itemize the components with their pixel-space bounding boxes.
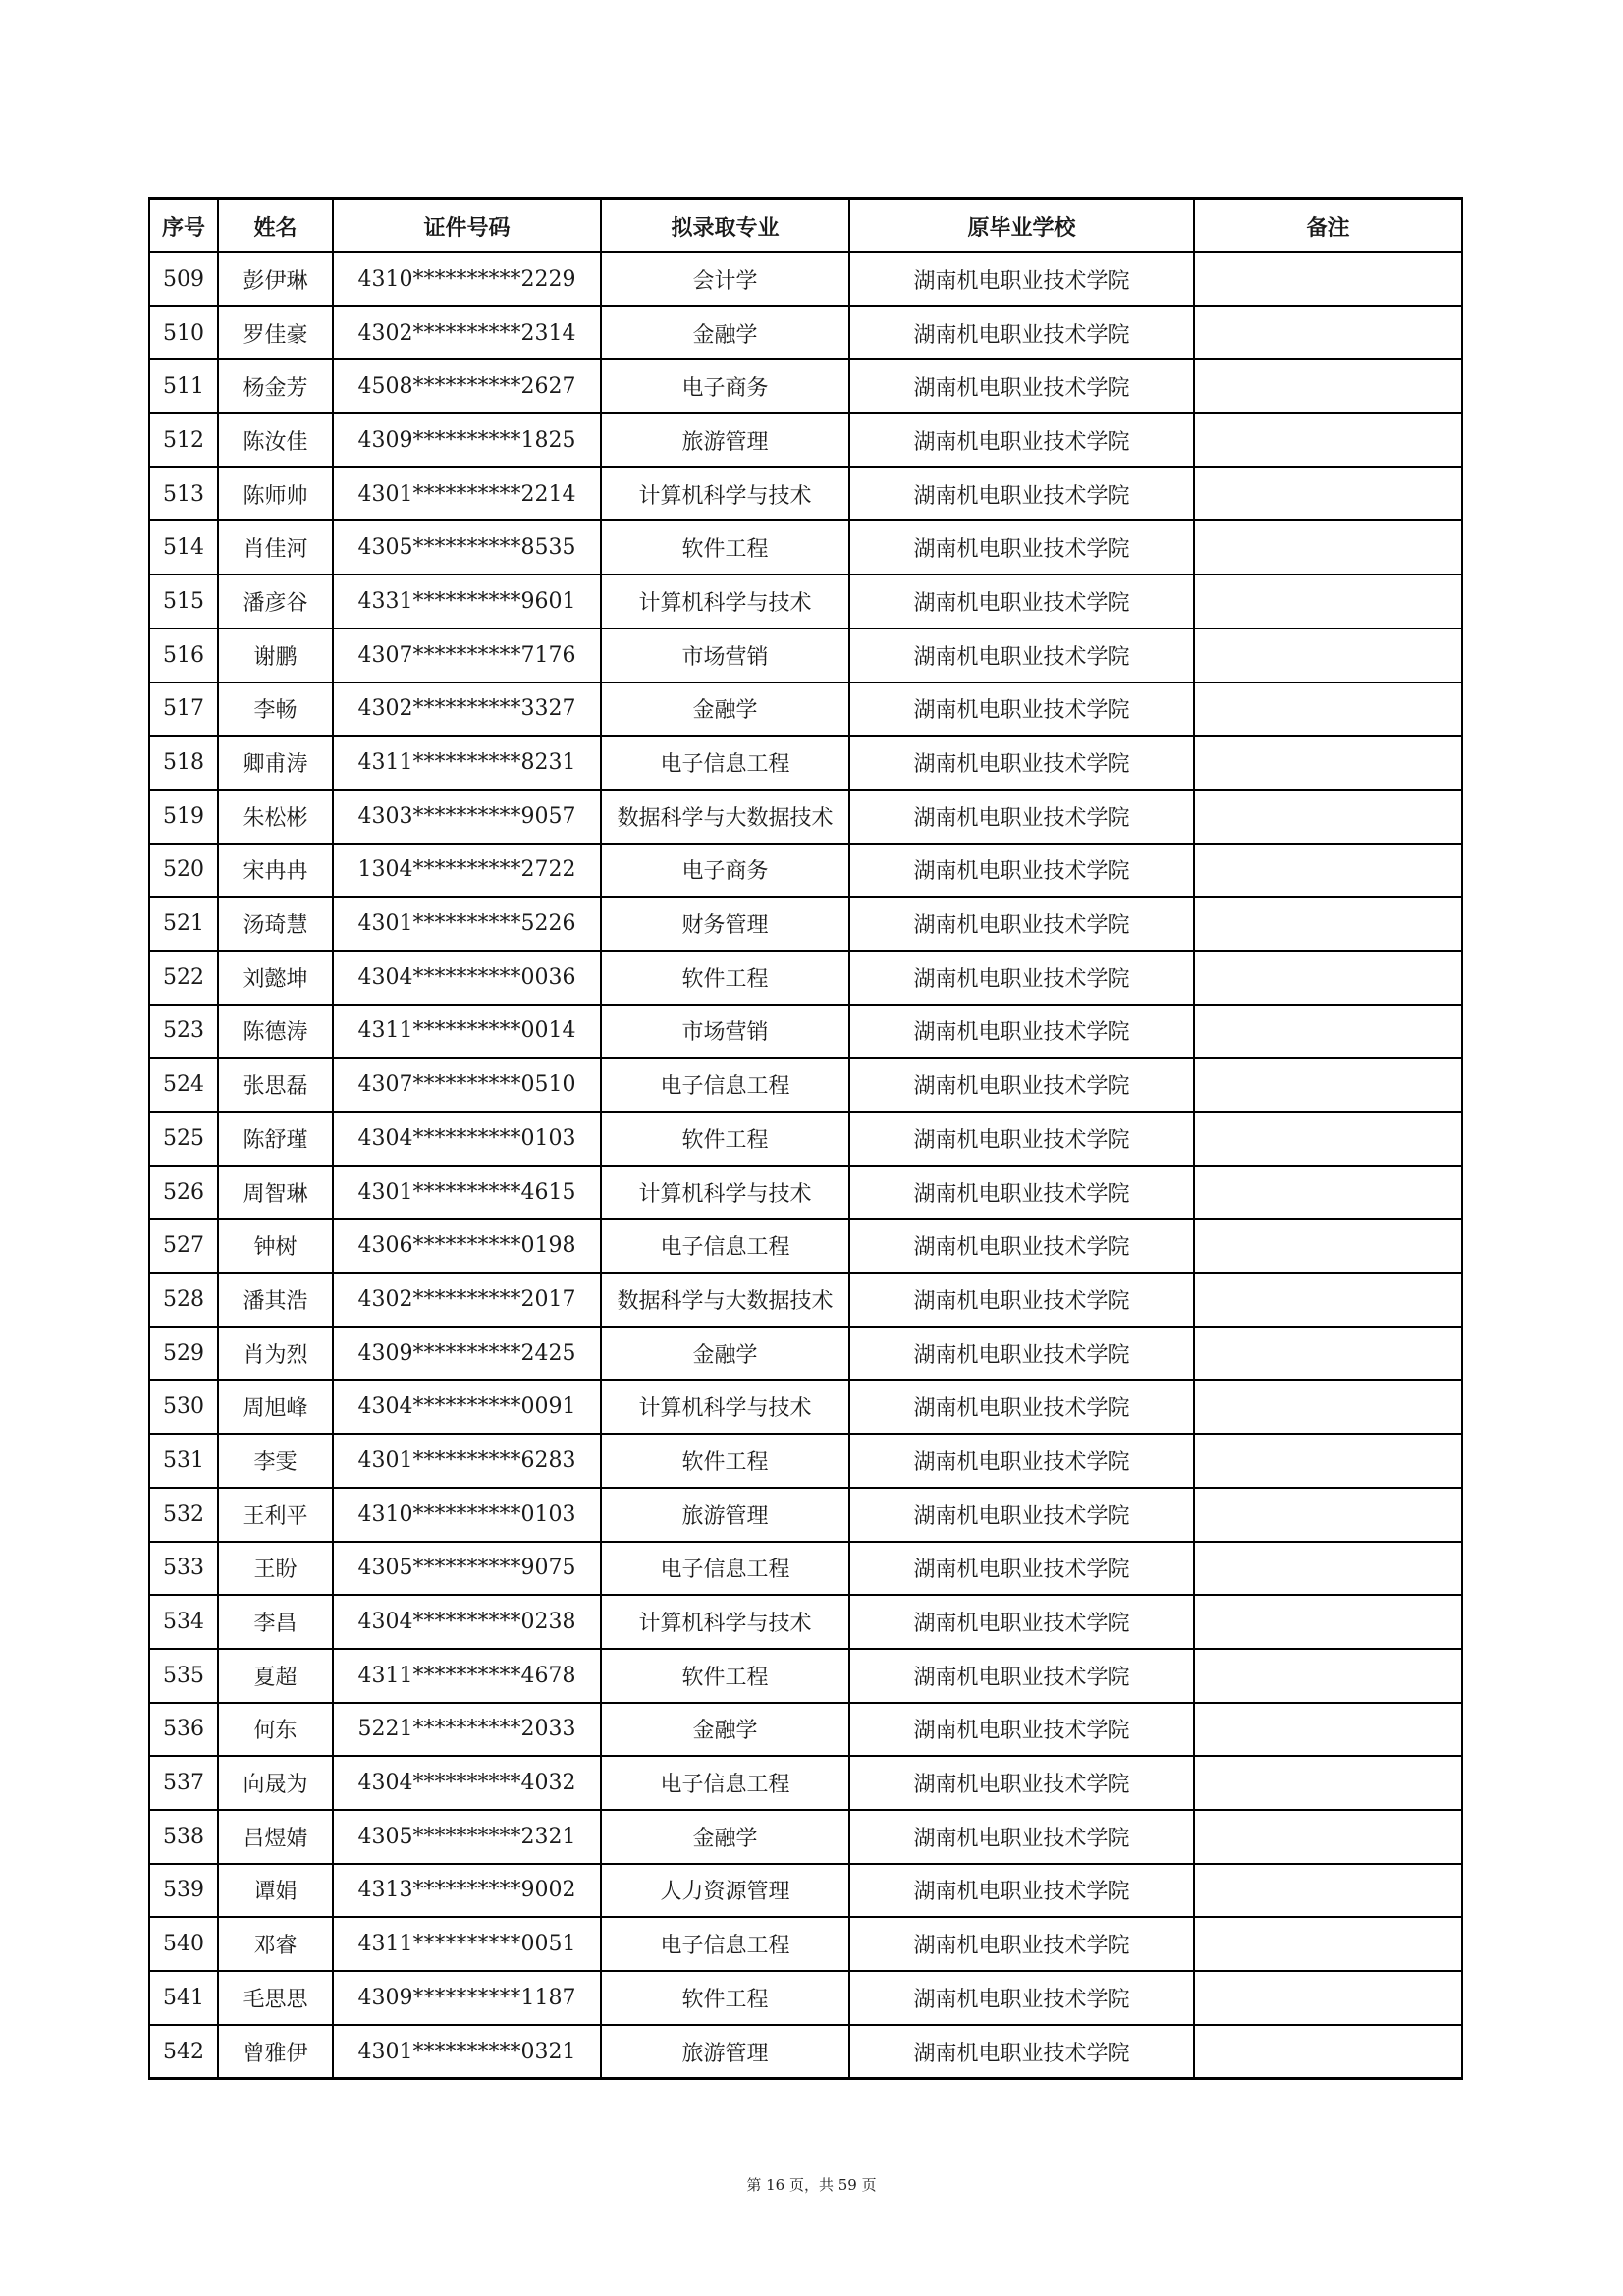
cell-major: 财务管理 — [601, 897, 849, 951]
cell-name: 陈汝佳 — [218, 413, 333, 467]
cell-serial-no: 527 — [149, 1219, 218, 1273]
cell-remarks — [1194, 1112, 1462, 1166]
cell-name: 张思磊 — [218, 1058, 333, 1112]
cell-remarks — [1194, 1488, 1462, 1542]
cell-name: 卿甫涛 — [218, 736, 333, 790]
cell-major: 电子信息工程 — [601, 1917, 849, 1971]
cell-name: 朱松彬 — [218, 790, 333, 844]
cell-id-number: 4305**********8535 — [333, 520, 601, 574]
cell-id-number: 4301**********5226 — [333, 897, 601, 951]
cell-serial-no: 513 — [149, 467, 218, 521]
cell-school: 湖南机电职业技术学院 — [849, 574, 1194, 629]
cell-serial-no: 516 — [149, 629, 218, 683]
cell-school: 湖南机电职业技术学院 — [849, 1112, 1194, 1166]
cell-major: 市场营销 — [601, 1005, 849, 1059]
cell-name: 杨金芳 — [218, 359, 333, 413]
cell-school: 湖南机电职业技术学院 — [849, 306, 1194, 360]
table-row — [149, 413, 1462, 467]
cell-name: 夏超 — [218, 1649, 333, 1703]
cell-name: 陈德涛 — [218, 1005, 333, 1059]
cell-major: 金融学 — [601, 683, 849, 737]
cell-school: 湖南机电职业技术学院 — [849, 1542, 1194, 1596]
cell-serial-no: 534 — [149, 1595, 218, 1649]
cell-major: 会计学 — [601, 252, 849, 306]
cell-remarks — [1194, 1380, 1462, 1434]
cell-major: 电子信息工程 — [601, 1542, 849, 1596]
cell-id-number: 4307**********0510 — [333, 1058, 601, 1112]
cell-id-number: 4304**********0036 — [333, 951, 601, 1005]
cell-id-number: 4301**********0321 — [333, 2025, 601, 2079]
cell-remarks — [1194, 629, 1462, 683]
cell-id-number: 4301**********6283 — [333, 1434, 601, 1488]
cell-id-number: 4305**********2321 — [333, 1810, 601, 1864]
table-row — [149, 951, 1462, 1005]
cell-name: 钟树 — [218, 1219, 333, 1273]
cell-serial-no: 537 — [149, 1756, 218, 1810]
cell-major: 旅游管理 — [601, 1488, 849, 1542]
cell-id-number: 4306**********0198 — [333, 1219, 601, 1273]
cell-serial-no: 519 — [149, 790, 218, 844]
cell-remarks — [1194, 1058, 1462, 1112]
table-row — [149, 2025, 1462, 2079]
cell-id-number: 4307**********7176 — [333, 629, 601, 683]
table-header-row — [149, 199, 1462, 253]
table-row — [149, 1434, 1462, 1488]
cell-serial-no: 530 — [149, 1380, 218, 1434]
cell-id-number: 4302**********2017 — [333, 1273, 601, 1327]
table-row — [149, 1917, 1462, 1971]
header-serial-no: 序号 — [149, 199, 218, 253]
cell-serial-no: 528 — [149, 1273, 218, 1327]
cell-name: 王盼 — [218, 1542, 333, 1596]
cell-id-number: 4331**********9601 — [333, 574, 601, 629]
cell-school: 湖南机电职业技术学院 — [849, 1327, 1194, 1381]
cell-serial-no: 520 — [149, 844, 218, 898]
cell-school: 湖南机电职业技术学院 — [849, 1058, 1194, 1112]
table-row — [149, 897, 1462, 951]
cell-id-number: 4311**********0014 — [333, 1005, 601, 1059]
table-row — [149, 1166, 1462, 1220]
cell-name: 李畅 — [218, 683, 333, 737]
cell-name: 刘懿坤 — [218, 951, 333, 1005]
table-row — [149, 252, 1462, 306]
cell-remarks — [1194, 1166, 1462, 1220]
cell-name: 彭伊琳 — [218, 252, 333, 306]
cell-school: 湖南机电职业技术学院 — [849, 1971, 1194, 2025]
cell-remarks — [1194, 790, 1462, 844]
table-row — [149, 736, 1462, 790]
table-row — [149, 1273, 1462, 1327]
cell-serial-no: 535 — [149, 1649, 218, 1703]
cell-name: 肖佳河 — [218, 520, 333, 574]
cell-major: 计算机科学与技术 — [601, 1380, 849, 1434]
cell-serial-no: 541 — [149, 1971, 218, 2025]
cell-id-number: 4309**********2425 — [333, 1327, 601, 1381]
cell-serial-no: 526 — [149, 1166, 218, 1220]
cell-serial-no: 525 — [149, 1112, 218, 1166]
cell-school: 湖南机电职业技术学院 — [849, 467, 1194, 521]
cell-name: 罗佳豪 — [218, 306, 333, 360]
cell-school: 湖南机电职业技术学院 — [849, 2025, 1194, 2079]
cell-major: 数据科学与大数据技术 — [601, 790, 849, 844]
cell-remarks — [1194, 413, 1462, 467]
cell-serial-no: 523 — [149, 1005, 218, 1059]
table-row — [149, 520, 1462, 574]
cell-name: 陈舒瑾 — [218, 1112, 333, 1166]
table-row — [149, 574, 1462, 629]
cell-serial-no: 509 — [149, 252, 218, 306]
cell-name: 李昌 — [218, 1595, 333, 1649]
cell-id-number: 4310**********0103 — [333, 1488, 601, 1542]
cell-school: 湖南机电职业技术学院 — [849, 1917, 1194, 1971]
cell-remarks — [1194, 1971, 1462, 2025]
cell-school: 湖南机电职业技术学院 — [849, 1434, 1194, 1488]
cell-id-number: 4309**********1187 — [333, 1971, 601, 2025]
cell-name: 潘其浩 — [218, 1273, 333, 1327]
cell-remarks — [1194, 1649, 1462, 1703]
cell-remarks — [1194, 1756, 1462, 1810]
cell-id-number: 4301**********2214 — [333, 467, 601, 521]
cell-id-number: 4304**********0238 — [333, 1595, 601, 1649]
table-row — [149, 359, 1462, 413]
cell-remarks — [1194, 1542, 1462, 1596]
cell-name: 曾雅伊 — [218, 2025, 333, 2079]
cell-major: 旅游管理 — [601, 413, 849, 467]
cell-school: 湖南机电职业技术学院 — [849, 1166, 1194, 1220]
cell-school: 湖南机电职业技术学院 — [849, 520, 1194, 574]
cell-remarks — [1194, 2025, 1462, 2079]
cell-school: 湖南机电职业技术学院 — [849, 413, 1194, 467]
cell-school: 湖南机电职业技术学院 — [849, 1273, 1194, 1327]
cell-remarks — [1194, 683, 1462, 737]
table-row — [149, 1327, 1462, 1381]
table-row — [149, 1112, 1462, 1166]
cell-major: 电子商务 — [601, 844, 849, 898]
cell-id-number: 4309**********1825 — [333, 413, 601, 467]
cell-remarks — [1194, 1810, 1462, 1864]
table-row — [149, 1864, 1462, 1918]
cell-school: 湖南机电职业技术学院 — [849, 1595, 1194, 1649]
table-row — [149, 683, 1462, 737]
cell-school: 湖南机电职业技术学院 — [849, 629, 1194, 683]
cell-remarks — [1194, 1273, 1462, 1327]
cell-name: 周旭峰 — [218, 1380, 333, 1434]
cell-remarks — [1194, 1219, 1462, 1273]
cell-major: 软件工程 — [601, 1649, 849, 1703]
table-body — [149, 252, 1462, 2079]
cell-remarks — [1194, 467, 1462, 521]
cell-remarks — [1194, 1434, 1462, 1488]
cell-serial-no: 510 — [149, 306, 218, 360]
cell-school: 湖南机电职业技术学院 — [849, 1649, 1194, 1703]
table-row — [149, 1488, 1462, 1542]
cell-id-number: 4304**********4032 — [333, 1756, 601, 1810]
cell-id-number: 4311**********8231 — [333, 736, 601, 790]
cell-remarks — [1194, 1864, 1462, 1918]
cell-id-number: 4311**********4678 — [333, 1649, 601, 1703]
cell-major: 软件工程 — [601, 520, 849, 574]
cell-major: 电子信息工程 — [601, 736, 849, 790]
header-major: 拟录取专业 — [601, 199, 849, 253]
table-row — [149, 629, 1462, 683]
cell-name: 陈师帅 — [218, 467, 333, 521]
cell-remarks — [1194, 1917, 1462, 1971]
cell-major: 金融学 — [601, 1810, 849, 1864]
cell-name: 汤琦慧 — [218, 897, 333, 951]
cell-major: 数据科学与大数据技术 — [601, 1273, 849, 1327]
cell-remarks — [1194, 252, 1462, 306]
cell-school: 湖南机电职业技术学院 — [849, 1380, 1194, 1434]
cell-serial-no: 529 — [149, 1327, 218, 1381]
cell-remarks — [1194, 844, 1462, 898]
cell-name: 潘彦谷 — [218, 574, 333, 629]
cell-name: 李雯 — [218, 1434, 333, 1488]
header-id-number: 证件号码 — [333, 199, 601, 253]
cell-id-number: 4302**********2314 — [333, 306, 601, 360]
cell-serial-no: 531 — [149, 1434, 218, 1488]
cell-id-number: 4310**********2229 — [333, 252, 601, 306]
header-school: 原毕业学校 — [849, 199, 1194, 253]
cell-name: 谢鹏 — [218, 629, 333, 683]
cell-school: 湖南机电职业技术学院 — [849, 683, 1194, 737]
cell-remarks — [1194, 1005, 1462, 1059]
cell-major: 计算机科学与技术 — [601, 1595, 849, 1649]
cell-serial-no: 512 — [149, 413, 218, 467]
table-row — [149, 1058, 1462, 1112]
cell-id-number: 4304**********0091 — [333, 1380, 601, 1434]
cell-major: 软件工程 — [601, 1434, 849, 1488]
cell-name: 王利平 — [218, 1488, 333, 1542]
cell-major: 电子信息工程 — [601, 1058, 849, 1112]
table-row — [149, 1649, 1462, 1703]
cell-serial-no: 538 — [149, 1810, 218, 1864]
cell-school: 湖南机电职业技术学院 — [849, 951, 1194, 1005]
cell-name: 谭娟 — [218, 1864, 333, 1918]
cell-remarks — [1194, 951, 1462, 1005]
cell-major: 人力资源管理 — [601, 1864, 849, 1918]
table-row — [149, 467, 1462, 521]
cell-name: 向晟为 — [218, 1756, 333, 1810]
cell-serial-no: 533 — [149, 1542, 218, 1596]
cell-id-number: 4311**********0051 — [333, 1917, 601, 1971]
cell-serial-no: 532 — [149, 1488, 218, 1542]
cell-serial-no: 536 — [149, 1703, 218, 1757]
cell-name: 周智琳 — [218, 1166, 333, 1220]
cell-remarks — [1194, 897, 1462, 951]
cell-major: 市场营销 — [601, 629, 849, 683]
cell-major: 电子商务 — [601, 359, 849, 413]
header-remarks: 备注 — [1194, 199, 1462, 253]
cell-id-number: 4301**********4615 — [333, 1166, 601, 1220]
cell-serial-no: 514 — [149, 520, 218, 574]
cell-remarks — [1194, 574, 1462, 629]
table-row — [149, 1703, 1462, 1757]
cell-school: 湖南机电职业技术学院 — [849, 844, 1194, 898]
cell-remarks — [1194, 520, 1462, 574]
cell-serial-no: 515 — [149, 574, 218, 629]
table-row — [149, 1756, 1462, 1810]
cell-major: 金融学 — [601, 1703, 849, 1757]
admission-list-table — [148, 197, 1463, 2080]
cell-major: 计算机科学与技术 — [601, 467, 849, 521]
table-row — [149, 1219, 1462, 1273]
table-row — [149, 844, 1462, 898]
table-row — [149, 1380, 1462, 1434]
cell-serial-no: 542 — [149, 2025, 218, 2079]
cell-serial-no: 524 — [149, 1058, 218, 1112]
cell-major: 软件工程 — [601, 951, 849, 1005]
table-row — [149, 1810, 1462, 1864]
cell-remarks — [1194, 1595, 1462, 1649]
table-row — [149, 1005, 1462, 1059]
cell-remarks — [1194, 1327, 1462, 1381]
cell-serial-no: 511 — [149, 359, 218, 413]
cell-school: 湖南机电职业技术学院 — [849, 897, 1194, 951]
cell-school: 湖南机电职业技术学院 — [849, 736, 1194, 790]
table-row — [149, 1542, 1462, 1596]
cell-name: 何东 — [218, 1703, 333, 1757]
cell-name: 吕煜婧 — [218, 1810, 333, 1864]
cell-name: 毛思思 — [218, 1971, 333, 2025]
cell-name: 邓睿 — [218, 1917, 333, 1971]
cell-major: 电子信息工程 — [601, 1756, 849, 1810]
cell-id-number: 4305**********9075 — [333, 1542, 601, 1596]
cell-remarks — [1194, 359, 1462, 413]
cell-name: 宋冉冉 — [218, 844, 333, 898]
cell-school: 湖南机电职业技术学院 — [849, 1005, 1194, 1059]
cell-id-number: 4508**********2627 — [333, 359, 601, 413]
cell-major: 金融学 — [601, 306, 849, 360]
cell-school: 湖南机电职业技术学院 — [849, 1864, 1194, 1918]
cell-school: 湖南机电职业技术学院 — [849, 359, 1194, 413]
cell-remarks — [1194, 306, 1462, 360]
cell-major: 计算机科学与技术 — [601, 574, 849, 629]
cell-serial-no: 522 — [149, 951, 218, 1005]
cell-major: 旅游管理 — [601, 2025, 849, 2079]
cell-major: 软件工程 — [601, 1971, 849, 2025]
table-row — [149, 1595, 1462, 1649]
cell-id-number: 4303**********9057 — [333, 790, 601, 844]
cell-school: 湖南机电职业技术学院 — [849, 1810, 1194, 1864]
cell-serial-no: 518 — [149, 736, 218, 790]
cell-id-number: 5221**********2033 — [333, 1703, 601, 1757]
cell-school: 湖南机电职业技术学院 — [849, 1703, 1194, 1757]
table-row — [149, 1971, 1462, 2025]
cell-id-number: 1304**********2722 — [333, 844, 601, 898]
cell-school: 湖南机电职业技术学院 — [849, 790, 1194, 844]
cell-id-number: 4302**********3327 — [333, 683, 601, 737]
table-row — [149, 790, 1462, 844]
cell-serial-no: 517 — [149, 683, 218, 737]
cell-serial-no: 539 — [149, 1864, 218, 1918]
cell-major: 计算机科学与技术 — [601, 1166, 849, 1220]
cell-school: 湖南机电职业技术学院 — [849, 252, 1194, 306]
cell-remarks — [1194, 1703, 1462, 1757]
cell-serial-no: 540 — [149, 1917, 218, 1971]
cell-major: 金融学 — [601, 1327, 849, 1381]
page-number: 第 16 页，共 59 页 — [746, 2176, 877, 2194]
cell-school: 湖南机电职业技术学院 — [849, 1756, 1194, 1810]
cell-serial-no: 521 — [149, 897, 218, 951]
cell-major: 软件工程 — [601, 1112, 849, 1166]
cell-major: 电子信息工程 — [601, 1219, 849, 1273]
cell-remarks — [1194, 736, 1462, 790]
cell-school: 湖南机电职业技术学院 — [849, 1488, 1194, 1542]
table-row — [149, 306, 1462, 360]
header-name: 姓名 — [218, 199, 333, 253]
cell-id-number: 4313**********9002 — [333, 1864, 601, 1918]
cell-name: 肖为烈 — [218, 1327, 333, 1381]
cell-school: 湖南机电职业技术学院 — [849, 1219, 1194, 1273]
cell-id-number: 4304**********0103 — [333, 1112, 601, 1166]
